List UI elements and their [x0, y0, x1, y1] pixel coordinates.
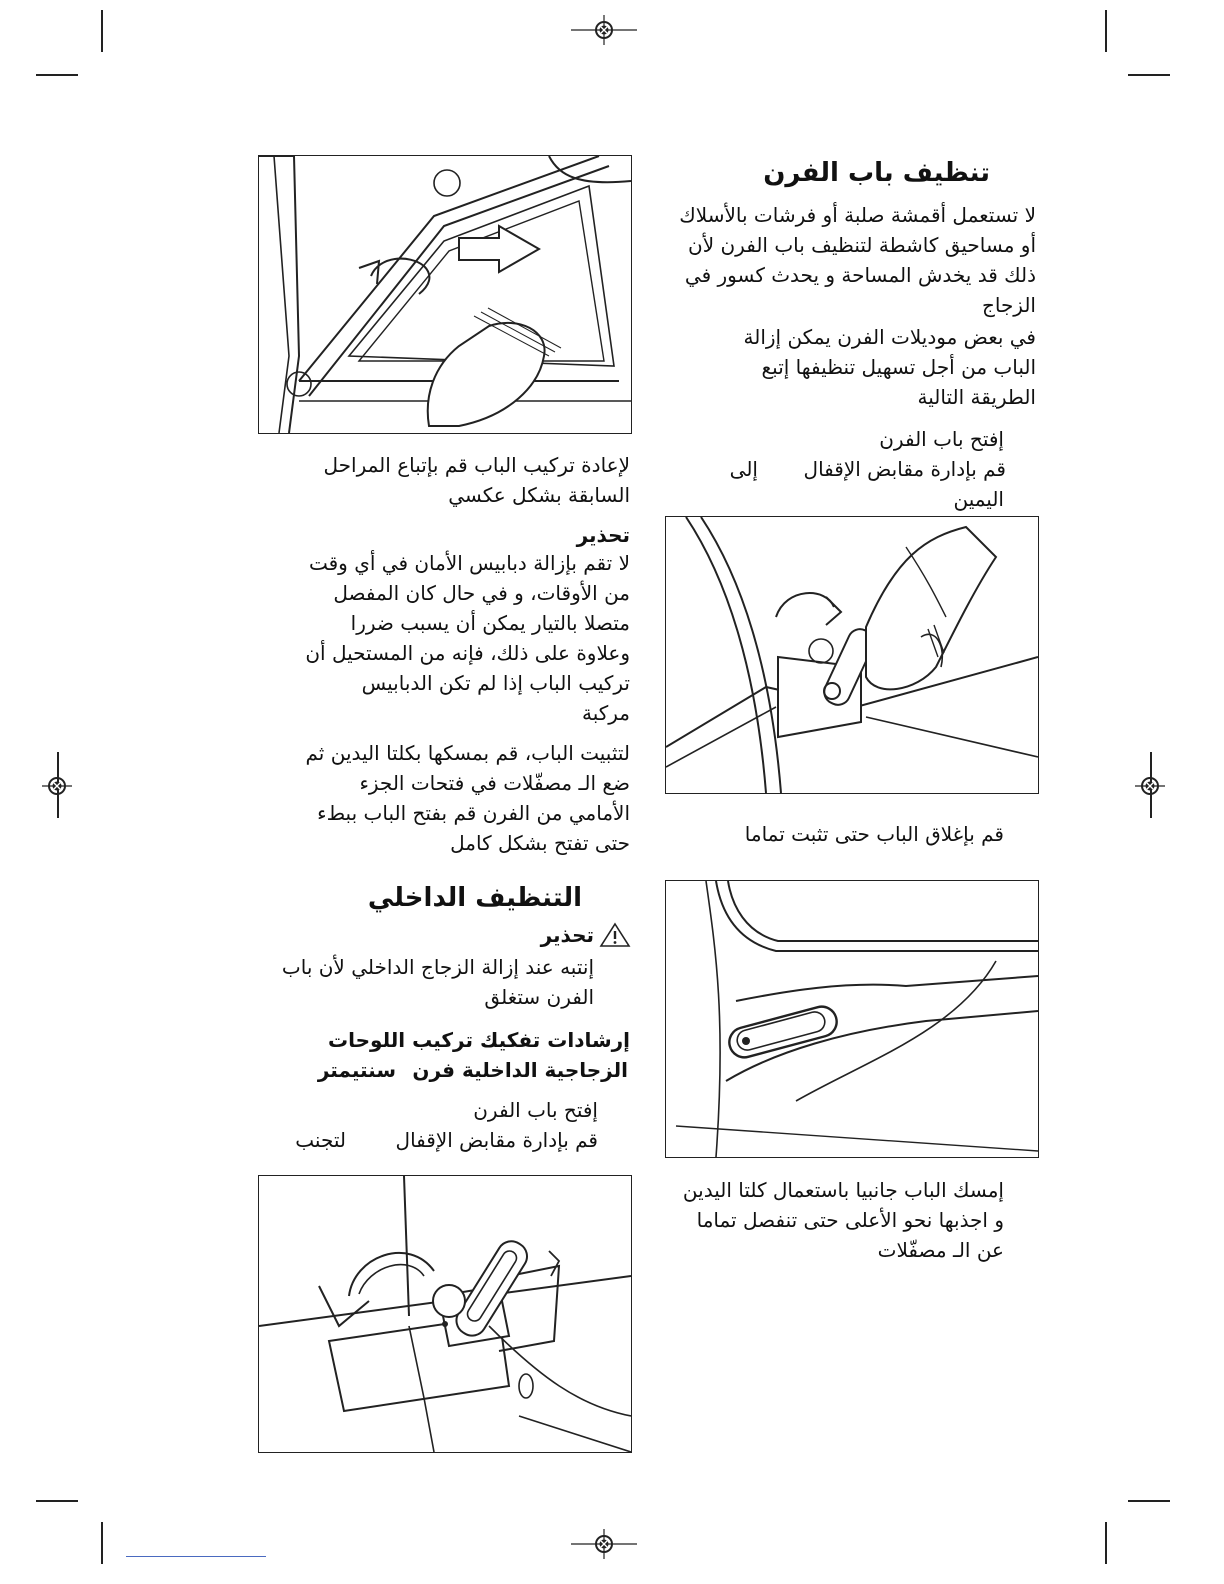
instructions-title: إرشادات تفكيك تركيب اللوحات — [328, 1028, 630, 1052]
step-turn-locks-to: إلى — [729, 457, 758, 481]
crop-mark — [36, 74, 78, 76]
crop-mark — [101, 10, 103, 52]
figure-door-removal — [258, 155, 632, 434]
step-turn-lock-handles: قم بإدارة مقابض الإقفال — [395, 1128, 598, 1152]
step-open-oven: إفتح باب الفرن — [473, 1098, 598, 1122]
registration-mark-icon — [1135, 771, 1165, 801]
reassemble-paragraph: لإعادة تركيب الباب قم بإتباع المراحل السابقة بشكل عكسي — [323, 453, 630, 507]
caution-title: تحذير — [540, 923, 594, 947]
figure-door-closed — [665, 880, 1039, 1158]
registration-mark-icon — [42, 771, 72, 801]
fix-door-paragraph: لتثبيت الباب، قم بمسكها بكلتا اليدين ثم ضع الـ مصفّلات في فتحات الجزء الأمامي من الفرن قم بفتح الباب ببطء حتى تفتح بشكل كامل — [305, 741, 630, 855]
instructions-title-2: الزجاجية الداخلية فرن — [412, 1058, 628, 1082]
figure-hinge-lever — [258, 1175, 632, 1453]
crop-mark — [1105, 1522, 1107, 1564]
footer-rule — [126, 1556, 266, 1557]
crop-mark — [36, 1500, 78, 1502]
figure-hinge-lock — [665, 516, 1039, 794]
removal-paragraph: في بعض موديلات الفرن يمكن إزالة الباب من أجل تسهيل تنظيفها إتبع الطريقة التالية — [743, 325, 1036, 409]
step-open-door: إفتح باب الفرن — [879, 427, 1004, 451]
crop-mark — [1128, 1500, 1170, 1502]
instructions-title-3: سنتيمتر — [317, 1058, 396, 1082]
warning-triangle-icon — [599, 922, 631, 948]
section-title-inner-cleaning: التنظيف الداخلي — [367, 883, 582, 913]
warning-title: تحذير — [576, 523, 630, 547]
registration-mark-icon — [571, 1529, 637, 1559]
step-turn-locks: قم بإدارة مقابض الإقفال — [803, 457, 1006, 481]
step-avoid: لتجنب — [295, 1128, 346, 1152]
section-title-door-cleaning: تنظيف باب الفرن — [763, 158, 990, 188]
warning-paragraph: لا تقم بإزالة دبابيس الأمان في أي وقت من الأوقات، و في حال كان المفصل متصلا بالتيار يمكن أن يسبب ضررا وعلاوة على ذلك، فإنه من المستحيل أن تركيب الباب إذا لم تكن الدبابيس مركبة — [305, 551, 630, 725]
registration-mark-icon — [571, 15, 637, 45]
caption-lift-door: إمسك الباب جانبيا باستعمال كلتا اليدين و اجذبها نحو الأعلى حتى تنفصل تماما عن الـ مصفّلات — [682, 1178, 1004, 1262]
crop-mark — [1128, 74, 1170, 76]
caption-close-door: قم بإغلاق الباب حتى تثبت تماما — [744, 822, 1004, 846]
step-turn-locks-right: اليمين — [953, 487, 1004, 511]
crop-mark — [1105, 10, 1107, 52]
crop-mark — [101, 1522, 103, 1564]
caution-paragraph: إنتبه عند إزالة الزجاج الداخلي لأن باب الفرن ستغلق — [281, 955, 594, 1009]
intro-paragraph: لا تستعمل أقمشة صلبة أو فرشات بالأسلاك أو مساحيق كاشطة لتنظيف باب الفرن لأن ذلك قد يخدش المساحة و يحدث كسور في الزجاج — [679, 203, 1036, 317]
